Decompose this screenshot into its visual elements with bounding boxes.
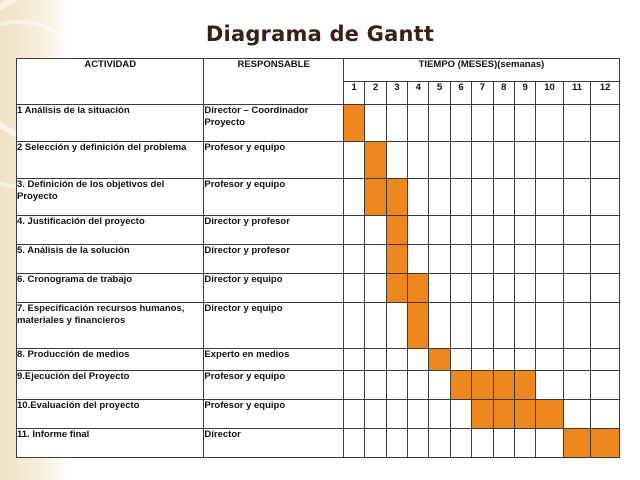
table-row: [17, 216, 620, 245]
gantt-empty-cell: [429, 274, 450, 303]
activity-cell: 7. Especificación recursos humanos, materiales y financieros: [17, 303, 204, 349]
gantt-empty-cell: [591, 245, 620, 274]
gantt-empty-cell: [429, 429, 450, 458]
gantt-empty-cell: [365, 216, 386, 245]
gantt-empty-cell: [429, 105, 450, 142]
gantt-empty-cell: [386, 142, 407, 179]
gantt-bar-cell: [408, 303, 429, 349]
column-header-responsible: RESPONSABLE: [204, 59, 344, 105]
gantt-empty-cell: [365, 274, 386, 303]
gantt-empty-cell: [536, 303, 563, 349]
activity-cell: 11. Informe final: [17, 429, 204, 458]
week-header-12: 12: [591, 82, 620, 105]
gantt-bar-cell: [365, 179, 386, 216]
gantt-empty-cell: [472, 179, 493, 216]
gantt-empty-cell: [343, 303, 364, 349]
gantt-empty-cell: [450, 142, 471, 179]
gantt-empty-cell: [591, 371, 620, 400]
gantt-empty-cell: [514, 303, 535, 349]
gantt-bar-cell: [386, 274, 407, 303]
week-header-5: 5: [429, 82, 450, 105]
activity-cell: 6. Cronograma de trabajo: [17, 274, 204, 303]
gantt-empty-cell: [536, 371, 563, 400]
gantt-bar-cell: [472, 400, 493, 429]
gantt-empty-cell: [343, 274, 364, 303]
gantt-bar-cell: [365, 142, 386, 179]
gantt-empty-cell: [493, 303, 514, 349]
gantt-bar-cell: [591, 429, 620, 458]
week-header-10: 10: [536, 82, 563, 105]
gantt-empty-cell: [591, 400, 620, 429]
gantt-empty-cell: [493, 349, 514, 371]
gantt-empty-cell: [591, 142, 620, 179]
gantt-empty-cell: [408, 349, 429, 371]
responsible-cell: Director y equipo: [204, 303, 344, 349]
gantt-empty-cell: [472, 429, 493, 458]
gantt-empty-cell: [365, 105, 386, 142]
page-title: Diagrama de Gantt: [205, 22, 435, 46]
gantt-empty-cell: [365, 303, 386, 349]
week-header-6: 6: [450, 82, 471, 105]
gantt-empty-cell: [386, 349, 407, 371]
gantt-empty-cell: [365, 371, 386, 400]
gantt-empty-cell: [365, 400, 386, 429]
gantt-bar-cell: [563, 429, 590, 458]
week-header-8: 8: [493, 82, 514, 105]
gantt-empty-cell: [408, 179, 429, 216]
responsible-cell: Director y equipo: [204, 274, 344, 303]
gantt-bar-cell: [386, 216, 407, 245]
gantt-empty-cell: [591, 274, 620, 303]
gantt-empty-cell: [429, 179, 450, 216]
gantt-empty-cell: [429, 303, 450, 349]
gantt-empty-cell: [450, 400, 471, 429]
responsible-cell: Director y profesor: [204, 216, 344, 245]
activity-cell: 1 Análisis de la situación: [17, 105, 204, 142]
gantt-bar-cell: [450, 371, 471, 400]
week-header-2: 2: [365, 82, 386, 105]
week-header-7: 7: [472, 82, 493, 105]
gantt-empty-cell: [472, 245, 493, 274]
table-row: [17, 142, 620, 179]
gantt-bar-cell: [493, 371, 514, 400]
gantt-empty-cell: [514, 429, 535, 458]
responsible-cell: Profesor y equipo: [204, 400, 344, 429]
gantt-empty-cell: [591, 349, 620, 371]
gantt-empty-cell: [450, 105, 471, 142]
gantt-empty-cell: [472, 105, 493, 142]
gantt-empty-cell: [429, 400, 450, 429]
column-header-time: TIEMPO (MESES)(semanas): [343, 59, 619, 82]
gantt-empty-cell: [386, 400, 407, 429]
column-header-activity: ACTIVIDAD: [17, 59, 204, 105]
gantt-empty-cell: [343, 179, 364, 216]
gantt-empty-cell: [563, 349, 590, 371]
gantt-empty-cell: [472, 349, 493, 371]
gantt-empty-cell: [536, 216, 563, 245]
activity-cell: 8. Producción de medios: [17, 349, 204, 371]
gantt-empty-cell: [493, 429, 514, 458]
gantt-empty-cell: [493, 142, 514, 179]
table-row: [17, 429, 620, 458]
gantt-bar-cell: [408, 274, 429, 303]
gantt-empty-cell: [536, 274, 563, 303]
gantt-empty-cell: [563, 371, 590, 400]
gantt-empty-cell: [343, 142, 364, 179]
gantt-empty-cell: [365, 429, 386, 458]
gantt-empty-cell: [563, 245, 590, 274]
gantt-empty-cell: [591, 179, 620, 216]
activity-cell: 3. Definición de los objetivos del Proyecto: [17, 179, 204, 216]
gantt-empty-cell: [386, 303, 407, 349]
responsible-cell: Director – Coordinador Proyecto: [204, 105, 344, 142]
gantt-empty-cell: [536, 245, 563, 274]
gantt-empty-cell: [514, 142, 535, 179]
gantt-empty-cell: [493, 245, 514, 274]
gantt-bar-cell: [514, 371, 535, 400]
responsible-cell: Profesor y equipo: [204, 371, 344, 400]
gantt-bar-cell: [429, 349, 450, 371]
gantt-empty-cell: [408, 105, 429, 142]
gantt-empty-cell: [408, 142, 429, 179]
gantt-empty-cell: [386, 429, 407, 458]
gantt-bar-cell: [472, 371, 493, 400]
table-row: [17, 349, 620, 371]
gantt-empty-cell: [563, 142, 590, 179]
gantt-empty-cell: [343, 371, 364, 400]
gantt-empty-cell: [450, 274, 471, 303]
gantt-empty-cell: [563, 274, 590, 303]
table-row: [17, 400, 620, 429]
gantt-empty-cell: [514, 274, 535, 303]
week-header-1: 1: [343, 82, 364, 105]
gantt-empty-cell: [450, 245, 471, 274]
gantt-empty-cell: [536, 105, 563, 142]
gantt-bar-cell: [343, 105, 364, 142]
activity-cell: 2 Selección y definición del problema: [17, 142, 204, 179]
gantt-empty-cell: [386, 371, 407, 400]
activity-cell: 9.Ejecución del Proyecto: [17, 371, 204, 400]
gantt-empty-cell: [493, 179, 514, 216]
gantt-empty-cell: [343, 349, 364, 371]
gantt-bar-cell: [386, 179, 407, 216]
gantt-empty-cell: [450, 216, 471, 245]
gantt-empty-cell: [450, 303, 471, 349]
table-row: [17, 245, 620, 274]
week-header-4: 4: [408, 82, 429, 105]
gantt-empty-cell: [493, 216, 514, 245]
gantt-empty-cell: [591, 216, 620, 245]
gantt-empty-cell: [472, 274, 493, 303]
gantt-empty-cell: [563, 216, 590, 245]
gantt-empty-cell: [386, 105, 407, 142]
activity-cell: 10.Evaluación del proyecto: [17, 400, 204, 429]
activity-cell: 4. Justificación del proyecto: [17, 216, 204, 245]
table-row: [17, 274, 620, 303]
gantt-bar-cell: [386, 245, 407, 274]
gantt-empty-cell: [450, 349, 471, 371]
gantt-empty-cell: [514, 179, 535, 216]
gantt-empty-cell: [429, 142, 450, 179]
gantt-empty-cell: [343, 245, 364, 274]
week-header-9: 9: [514, 82, 535, 105]
gantt-empty-cell: [408, 400, 429, 429]
gantt-empty-cell: [450, 179, 471, 216]
gantt-empty-cell: [450, 429, 471, 458]
responsible-cell: Experto en medios: [204, 349, 344, 371]
week-header-11: 11: [563, 82, 590, 105]
responsible-cell: Profesor y equipo: [204, 179, 344, 216]
gantt-empty-cell: [343, 429, 364, 458]
gantt-empty-cell: [429, 371, 450, 400]
gantt-body: [17, 105, 620, 458]
gantt-empty-cell: [591, 105, 620, 142]
gantt-bar-cell: [536, 400, 563, 429]
gantt-bar-cell: [514, 400, 535, 429]
gantt-empty-cell: [429, 216, 450, 245]
gantt-empty-cell: [408, 429, 429, 458]
gantt-empty-cell: [536, 349, 563, 371]
gantt-empty-cell: [408, 245, 429, 274]
gantt-empty-cell: [408, 371, 429, 400]
responsible-cell: Director y profesor: [204, 245, 344, 274]
gantt-empty-cell: [514, 349, 535, 371]
gantt-empty-cell: [343, 400, 364, 429]
table-row: [17, 179, 620, 216]
gantt-empty-cell: [591, 303, 620, 349]
gantt-empty-cell: [408, 216, 429, 245]
gantt-empty-cell: [493, 105, 514, 142]
gantt-empty-cell: [365, 245, 386, 274]
header-row: [17, 59, 620, 82]
table-row: [17, 105, 620, 142]
gantt-empty-cell: [536, 142, 563, 179]
gantt-bar-cell: [493, 400, 514, 429]
gantt-empty-cell: [493, 274, 514, 303]
gantt-empty-cell: [536, 429, 563, 458]
gantt-empty-cell: [514, 216, 535, 245]
responsible-cell: Director: [204, 429, 344, 458]
gantt-empty-cell: [472, 303, 493, 349]
responsible-cell: Profesor y equipo: [204, 142, 344, 179]
gantt-empty-cell: [563, 179, 590, 216]
gantt-empty-cell: [536, 179, 563, 216]
table-row: [17, 303, 620, 349]
table-row: [17, 371, 620, 400]
gantt-empty-cell: [429, 245, 450, 274]
gantt-table: [16, 58, 620, 458]
week-header-3: 3: [386, 82, 407, 105]
gantt-empty-cell: [563, 303, 590, 349]
gantt-empty-cell: [563, 400, 590, 429]
gantt-empty-cell: [514, 245, 535, 274]
activity-cell: 5. Análisis de la solución: [17, 245, 204, 274]
gantt-empty-cell: [365, 349, 386, 371]
gantt-empty-cell: [563, 105, 590, 142]
gantt-empty-cell: [343, 216, 364, 245]
gantt-empty-cell: [514, 105, 535, 142]
gantt-empty-cell: [472, 142, 493, 179]
gantt-empty-cell: [472, 216, 493, 245]
